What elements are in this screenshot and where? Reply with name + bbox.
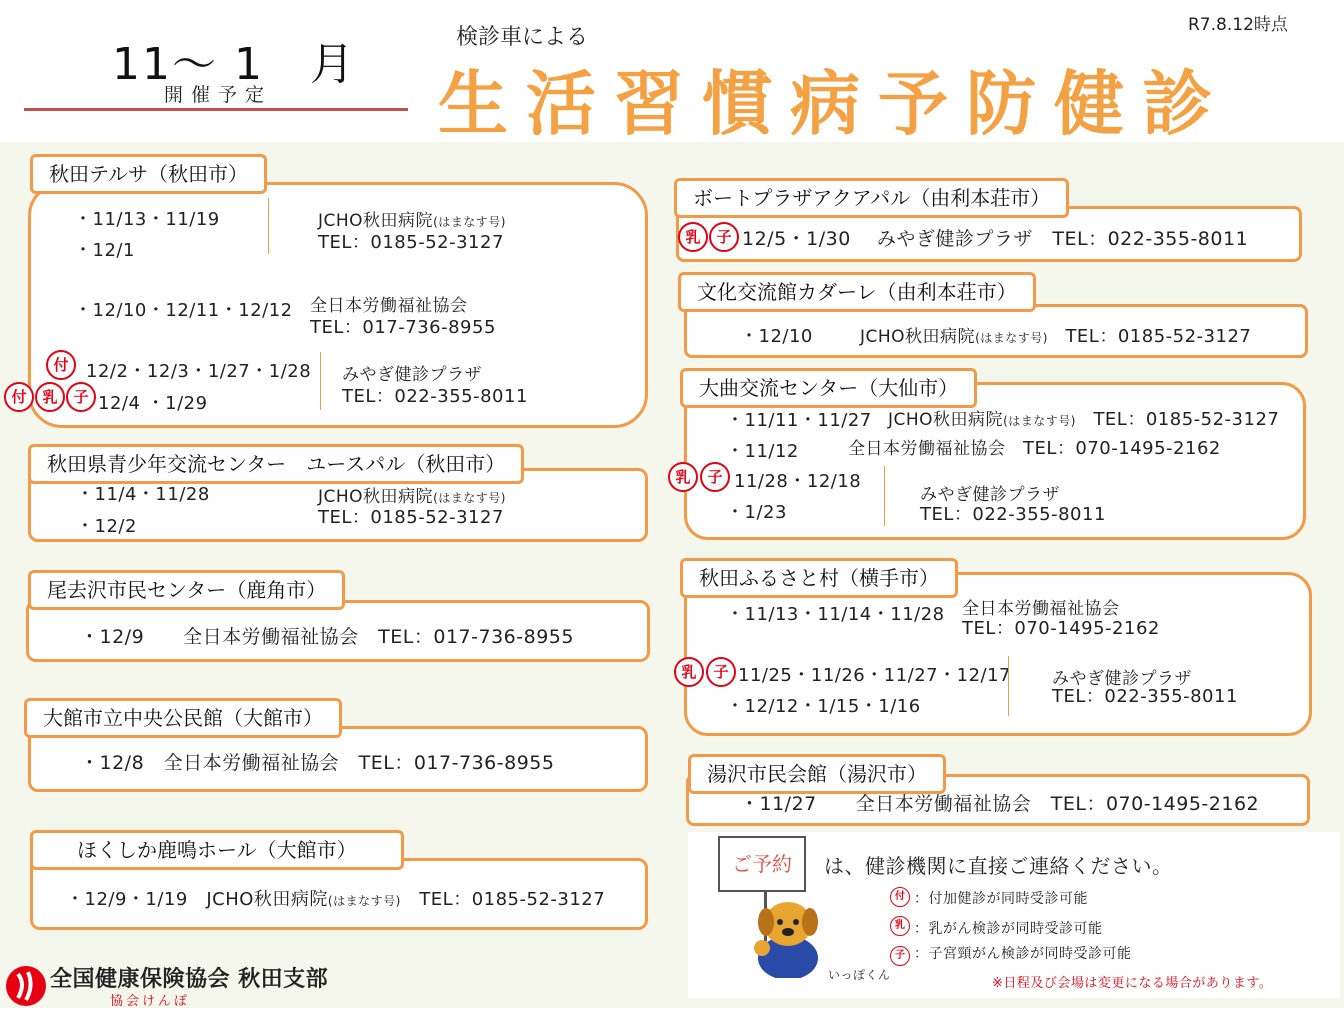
badge-ko: 子 — [709, 222, 739, 252]
dates-line: 12/2・12/3・1/27・1/28 — [86, 361, 312, 382]
main-title: 生活習慣病予防健診 — [438, 63, 1230, 145]
bracket — [320, 352, 321, 410]
contact-note: は、健診機関に直接ご連絡ください。 — [824, 854, 1173, 878]
org-name: 全日本労働福祉協会 — [962, 599, 1120, 619]
dates-line: 11/28・12/18 — [734, 471, 862, 492]
org-name: 全日本労働福祉協会 — [310, 296, 468, 316]
dates-line: ・11/13・11/19 — [74, 209, 220, 230]
dates-line: ・12/10 — [740, 326, 813, 347]
legend-nyu: ：乳がん検診が同時受診可能 — [914, 921, 1103, 937]
dates-line: ・11/11・11/27 — [726, 410, 872, 431]
badge-fu: 付 — [4, 382, 34, 412]
venue-label-telsa: 秋田テルサ（秋田市） — [30, 154, 267, 194]
bracket — [1008, 656, 1009, 716]
dates-line: ・12/1 — [74, 240, 135, 261]
legend-ko: ：子宮頸がん検診が同時受診可能 — [914, 946, 1132, 962]
pre-title: 検診車による — [456, 25, 589, 50]
schedule-line: ・12/9 全日本労働福祉協会 TEL：017-736-8955 — [80, 626, 574, 648]
badge-nyu: 乳 — [674, 657, 704, 687]
dates-line: ・1/23 — [726, 502, 787, 523]
dates-line: 12/4 ・1/29 — [98, 393, 208, 414]
dates-line: ・11/13・11/14・11/28 — [726, 604, 945, 625]
as-of-date: R7.8.12時点 — [1188, 15, 1288, 35]
tel-line: TEL：022-355-8011 — [1052, 686, 1238, 707]
badge-ko: 子 — [66, 382, 96, 412]
tel-line: TEL：022-355-8011 — [920, 504, 1106, 525]
legend-badge-nyu: 乳 — [890, 916, 910, 936]
venue-label-yuzawa: 湯沢市民会館（湯沢市） — [688, 754, 946, 794]
venue-label-youth: 秋田県青少年交流センター ユースパル（秋田市） — [28, 444, 524, 484]
header-underline — [24, 108, 408, 111]
org-name: JCHO秋田病院(はまなす号) — [318, 487, 506, 507]
reservation-sign: ご予約 — [718, 836, 806, 892]
period-sub-label: 開催予定 — [164, 84, 273, 106]
schedule-line: 12/5・1/30 みやぎ健診プラザ TEL：022-355-8011 — [742, 228, 1249, 250]
legend-badge-fu: 付 — [890, 887, 910, 907]
bracket — [884, 466, 885, 526]
badge-nyu: 乳 — [35, 382, 65, 412]
schedule-line: ・12/8 全日本労働福祉協会 TEL：017-736-8955 — [80, 752, 555, 774]
period-label: 11～ 1 月 — [112, 39, 356, 90]
dates-line: ・12/10・12/11・12/12 — [74, 300, 293, 321]
org-name: みやぎ健診プラザ — [920, 485, 1060, 505]
venue-label-odate: 大館市立中央公民館（大館市） — [24, 698, 342, 738]
org-name: みやぎ健診プラザ — [1052, 669, 1192, 689]
venue-label-osarizawa: 尾去沢市民センター（鹿角市） — [28, 570, 345, 610]
schedule-line: ・11/27 全日本労働福祉協会 TEL：070-1495-2162 — [740, 793, 1260, 815]
bracket — [268, 198, 269, 254]
badge-ko: 子 — [700, 462, 730, 492]
mascot-dog-icon — [742, 892, 832, 978]
badge-ko: 子 — [706, 657, 736, 687]
mascot-name: いっぽくん — [828, 968, 891, 982]
venue-label-furusato: 秋田ふるさと村（横手市） — [680, 558, 958, 598]
schedule-line: ・12/9・1/19 JCHO秋田病院(はまなす号) TEL：0185-52-3127 — [66, 889, 606, 910]
venue-label-hokushika: ほくしか鹿鳴ホール（大館市） — [30, 830, 404, 870]
footer-org: 全国健康保険協会 秋田支部 — [50, 967, 329, 992]
org-name: みやぎ健診プラザ — [342, 365, 482, 385]
badge-nyu: 乳 — [668, 462, 698, 492]
kyokai-logo-icon — [4, 962, 48, 1006]
org-name: JCHO秋田病院(はまなす号) — [318, 211, 506, 231]
legend-fu: ：付加健診が同時受診可能 — [914, 891, 1088, 907]
dates-line: ・11/12 — [726, 441, 799, 462]
disclaimer: ※日程及び会場は変更になる場合があります。 — [992, 976, 1273, 991]
org-name: JCHO秋田病院(はまなす号) TEL：0185-52-3127 — [860, 326, 1252, 347]
tel-line: TEL：0185-52-3127 — [318, 232, 504, 253]
dates-line: ・11/4・11/28 — [76, 484, 210, 505]
dates-line: ・12/2 — [76, 516, 137, 537]
tel-line: TEL：070-1495-2162 — [962, 618, 1160, 639]
venue-label-boat: ボートプラザアクアパル（由利本荘市） — [674, 178, 1069, 218]
venue-label-omagari: 大曲交流センター（大仙市） — [680, 368, 977, 408]
dates-line: ・12/12・1/15・1/16 — [726, 696, 921, 717]
org-name: JCHO秋田病院(はまなす号) TEL：0185-52-3127 — [888, 409, 1280, 430]
tel-line: TEL：0185-52-3127 — [318, 507, 504, 528]
legend-badge-ko: 子 — [890, 946, 910, 966]
venue-label-kadare: 文化交流館カダーレ（由利本荘市） — [678, 272, 1036, 312]
org-name: 全日本労働福祉協会 TEL：070-1495-2162 — [848, 438, 1221, 459]
tel-line: TEL：017-736-8955 — [310, 317, 496, 338]
badge-nyu: 乳 — [678, 222, 708, 252]
badge-fu: 付 — [46, 350, 76, 380]
footer-sub: 協会けんぽ — [110, 994, 191, 1009]
tel-line: TEL：022-355-8011 — [342, 386, 528, 407]
dates-line: 11/25・11/26・11/27・12/17 — [738, 665, 1011, 686]
